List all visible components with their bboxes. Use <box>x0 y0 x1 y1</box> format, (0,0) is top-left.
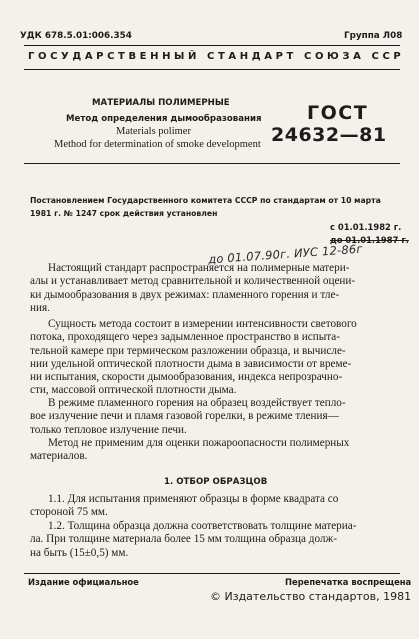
text-line: на быть (15±0,5) мм. <box>30 546 129 559</box>
paragraph-1-2 <box>30 520 392 560</box>
text-line: Метод не применим для оценки пожароопасности полимерных <box>48 437 350 449</box>
title-ru-main: МАТЕРИАЛЫ ПОЛИМЕРНЫЕ <box>92 98 230 108</box>
publisher-copyright: © Издательство стандартов, 1981 <box>210 590 412 603</box>
text-line: 1.1. Для испытания применяют образцы в форме квадрата со <box>48 493 339 505</box>
effective-to: до 01.01.1987 г. <box>330 235 409 245</box>
text-line: алы и устанавливает метод сравнительной и количественной оцени- <box>30 275 356 288</box>
text-line: ки дымообразования в двух режимах: пламенного горения и тле- <box>30 288 340 301</box>
text-line: ни испытания, скорости дымообразования, индекса непрозрачно- <box>30 371 343 384</box>
paragraph-modes <box>30 397 392 437</box>
gost-label: ГОСТ <box>307 102 369 124</box>
paragraph-1-1 <box>30 493 392 520</box>
text-line: сти, массовой оптической плотности дыма. <box>30 384 237 397</box>
reprint-prohibited-label: Перепечатка воспрещена <box>285 577 412 587</box>
paragraph-essence <box>30 318 392 398</box>
decree-line-1: Постановлением Государственного комитета СССР по стандартам от 10 марта <box>30 196 381 205</box>
text-line: вое излучение печи и пламя газовой горелки, в режиме тления— <box>30 410 339 423</box>
standard-banner: ГОСУДАРСТВЕННЫЙ СТАНДАРТ СОЮЗА ССР <box>28 51 405 62</box>
text-line: ла. При толщине материала более 15 мм толщина образца долж- <box>30 533 337 546</box>
section-heading-sampling: 1. ОТБОР ОБРАЗЦОВ <box>164 477 268 487</box>
paragraph-limitation <box>30 437 392 464</box>
decree-line-2: 1981 г. № 1247 срок действия установлен <box>30 209 218 218</box>
title-ru-sub: Метод определения дымообразования <box>66 114 262 124</box>
text-line: только тепловое излучение печи. <box>30 423 187 436</box>
footer-rule <box>24 573 400 574</box>
text-line: тельной камере при термическом разложении образца, и вычисле- <box>30 344 346 357</box>
text-line: материалов. <box>30 450 88 463</box>
title-en-main: Materials polimer <box>116 126 191 137</box>
text-line: ния. <box>30 301 50 314</box>
text-line: стороной 75 мм. <box>30 506 108 519</box>
text-line: 1.2. Толщина образца должна соответствовать толщине материа- <box>48 520 357 532</box>
title-en-sub: Method for determination of smoke development <box>54 139 261 150</box>
handwritten-extension-note: до 01.07.90г. ИУС 12-86г <box>207 241 364 267</box>
effective-from: с 01.01.1982 г. <box>330 222 402 232</box>
title-rule <box>24 163 400 164</box>
gost-number: 24632—81 <box>271 124 387 146</box>
text-line: потока, проходящего через задымленное пространство в испыта- <box>30 331 340 344</box>
banner-rule <box>24 69 400 70</box>
top-rule <box>24 45 400 46</box>
text-line: Сущность метода состоит в измерении интенсивности светового <box>48 318 357 330</box>
udk-code: УДК 678.5.01:006.354 <box>20 31 132 41</box>
text-line: Настоящий стандарт распространяется на полимерные матери- <box>48 262 350 274</box>
paragraph-scope <box>30 262 392 315</box>
text-line: В режиме пламенного горения на образец воздействует тепло- <box>48 397 346 409</box>
text-line: нии удельной оптической плотности дыма в зависимости от време- <box>30 357 352 370</box>
group-code: Группа Л08 <box>344 31 403 41</box>
official-edition-label: Издание официальное <box>28 577 139 587</box>
